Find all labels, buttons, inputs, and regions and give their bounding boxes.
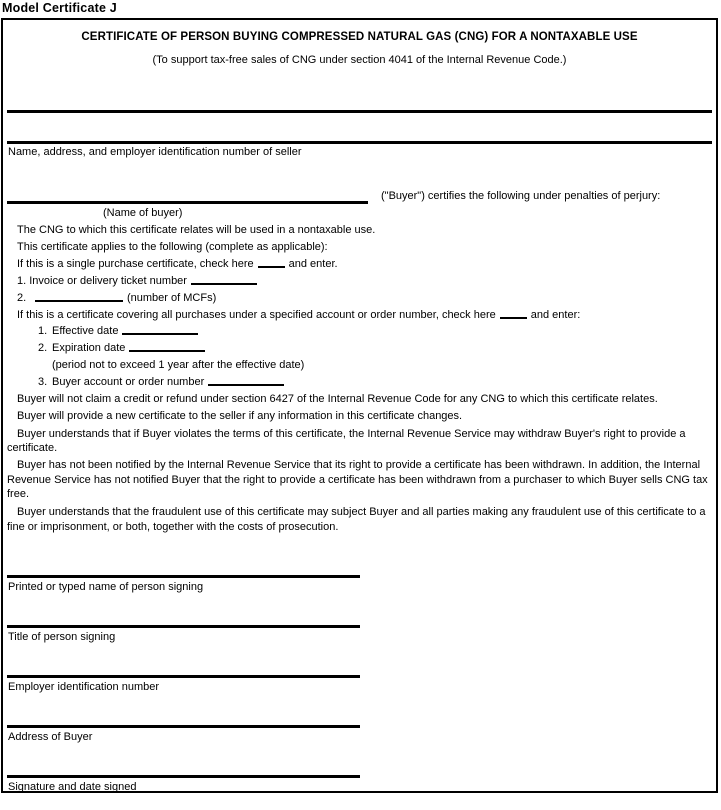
address-write-line[interactable] xyxy=(7,725,360,728)
mcf-line xyxy=(7,290,713,307)
certificate-body xyxy=(7,222,713,534)
title-write-line[interactable] xyxy=(7,625,360,628)
printed-name-caption: Printed or typed name of person signing xyxy=(8,581,204,593)
certificate-box xyxy=(1,18,718,793)
single-purchase-post: and enter. xyxy=(288,257,338,270)
expiration-date-line xyxy=(7,340,713,357)
certificate-heading: CERTIFICATE OF PERSON BUYING COMPRESSED NATURAL GAS (CNG) FOR A NONTAXABLE USE xyxy=(81,31,638,43)
statement-applies: This certificate applies to the following (complete as applicable): xyxy=(17,240,328,253)
effective-date-label: Effective date xyxy=(52,325,119,338)
account-number-label: Buyer account or order number xyxy=(52,376,205,389)
single-purchase-line xyxy=(7,256,713,273)
expiration-date-blank[interactable] xyxy=(129,341,205,352)
buyer-name-write-line[interactable] xyxy=(7,201,368,204)
invoice-number-label: 1. Invoice or delivery ticket number xyxy=(17,274,187,287)
covering-certificate-line xyxy=(7,307,713,324)
printed-name-write-line[interactable] xyxy=(7,575,360,578)
signature-write-line[interactable] xyxy=(7,775,360,778)
seller-write-line-1[interactable] xyxy=(7,110,712,113)
ein-caption: Employer identification number xyxy=(8,681,160,693)
effective-date-number: 1. xyxy=(38,325,48,338)
signature-field-address xyxy=(7,725,360,743)
invoice-number-line xyxy=(7,273,713,290)
buyer-name-caption: (Name of buyer) xyxy=(103,207,183,219)
effective-date-line xyxy=(7,323,713,340)
mcf-quantity-blank[interactable] xyxy=(35,291,123,302)
account-number-number: 3. xyxy=(38,376,48,389)
document-title: Model Certificate J xyxy=(2,1,117,15)
address-caption: Address of Buyer xyxy=(8,731,93,743)
period-note: (period not to exceed 1 year after the effective date) xyxy=(52,359,305,372)
seller-caption: Name, address, and employer identification number of seller xyxy=(8,146,302,158)
no-credit-statement: Buyer will not claim a credit or refund under section 6427 of the Internal Revenue Code for any CNG to which this certificate relates. xyxy=(17,393,658,406)
account-number-blank[interactable] xyxy=(208,375,284,386)
account-number-line xyxy=(7,374,713,391)
signature-field-ein xyxy=(7,675,360,693)
certificate-subheading: (To support tax-free sales of CNG under section 4041 of the Internal Revenue Code.) xyxy=(152,54,567,66)
single-purchase-checkbox-blank[interactable] xyxy=(258,257,285,268)
signature-field-printed-name xyxy=(7,575,360,593)
signature-field-signature xyxy=(7,775,360,793)
title-caption: Title of person signing xyxy=(8,631,116,643)
signature-field-title xyxy=(7,625,360,643)
not-notified-paragraph: Buyer has not been notified by the Internal Revenue Service that its right to provide a certificate has been withdrawn. In addition, the Internal Revenue Service has not notified Buyer that the right to provide a certificate has been withdrawn from a purchaser to which Buyer sells CNG tax free. xyxy=(7,459,708,501)
mcf-label: (number of MCFs) xyxy=(127,291,217,304)
new-certificate-statement: Buyer will provide a new certificate to the seller if any information in this certificate changes. xyxy=(17,409,463,422)
fraud-paragraph: Buyer understands that the fraudulent use of this certificate may subject Buyer and all parties making any fraudulent use of this certificate to a fine or imprisonment, or both, together with the costs of prosecution. xyxy=(7,506,706,533)
single-purchase-pre: If this is a single purchase certificate, check here xyxy=(17,257,254,270)
statement-nontaxable-use: The CNG to which this certificate relates will be used in a nontaxable use. xyxy=(17,224,376,236)
covering-checkbox-blank[interactable] xyxy=(500,308,527,319)
buyer-certifies-statement: ("Buyer") certifies the following under penalties of perjury: xyxy=(381,190,661,202)
signature-caption: Signature and date signed xyxy=(8,781,137,793)
mcf-item-number: 2. xyxy=(17,291,27,304)
seller-write-line-2[interactable] xyxy=(7,141,712,144)
expiration-date-label: Expiration date xyxy=(52,342,126,355)
invoice-number-blank[interactable] xyxy=(191,274,257,285)
ein-write-line[interactable] xyxy=(7,675,360,678)
effective-date-blank[interactable] xyxy=(122,324,198,335)
expiration-date-number: 2. xyxy=(38,342,48,355)
covering-post: and enter: xyxy=(530,308,581,321)
violation-paragraph: Buyer understands that if Buyer violates the terms of this certificate, the Internal Revenue Service may withdraw Buyer's right to provide a certificate. xyxy=(7,427,686,455)
covering-pre: If this is a certificate covering all purchases under a specified account or order number, check here xyxy=(17,308,496,321)
